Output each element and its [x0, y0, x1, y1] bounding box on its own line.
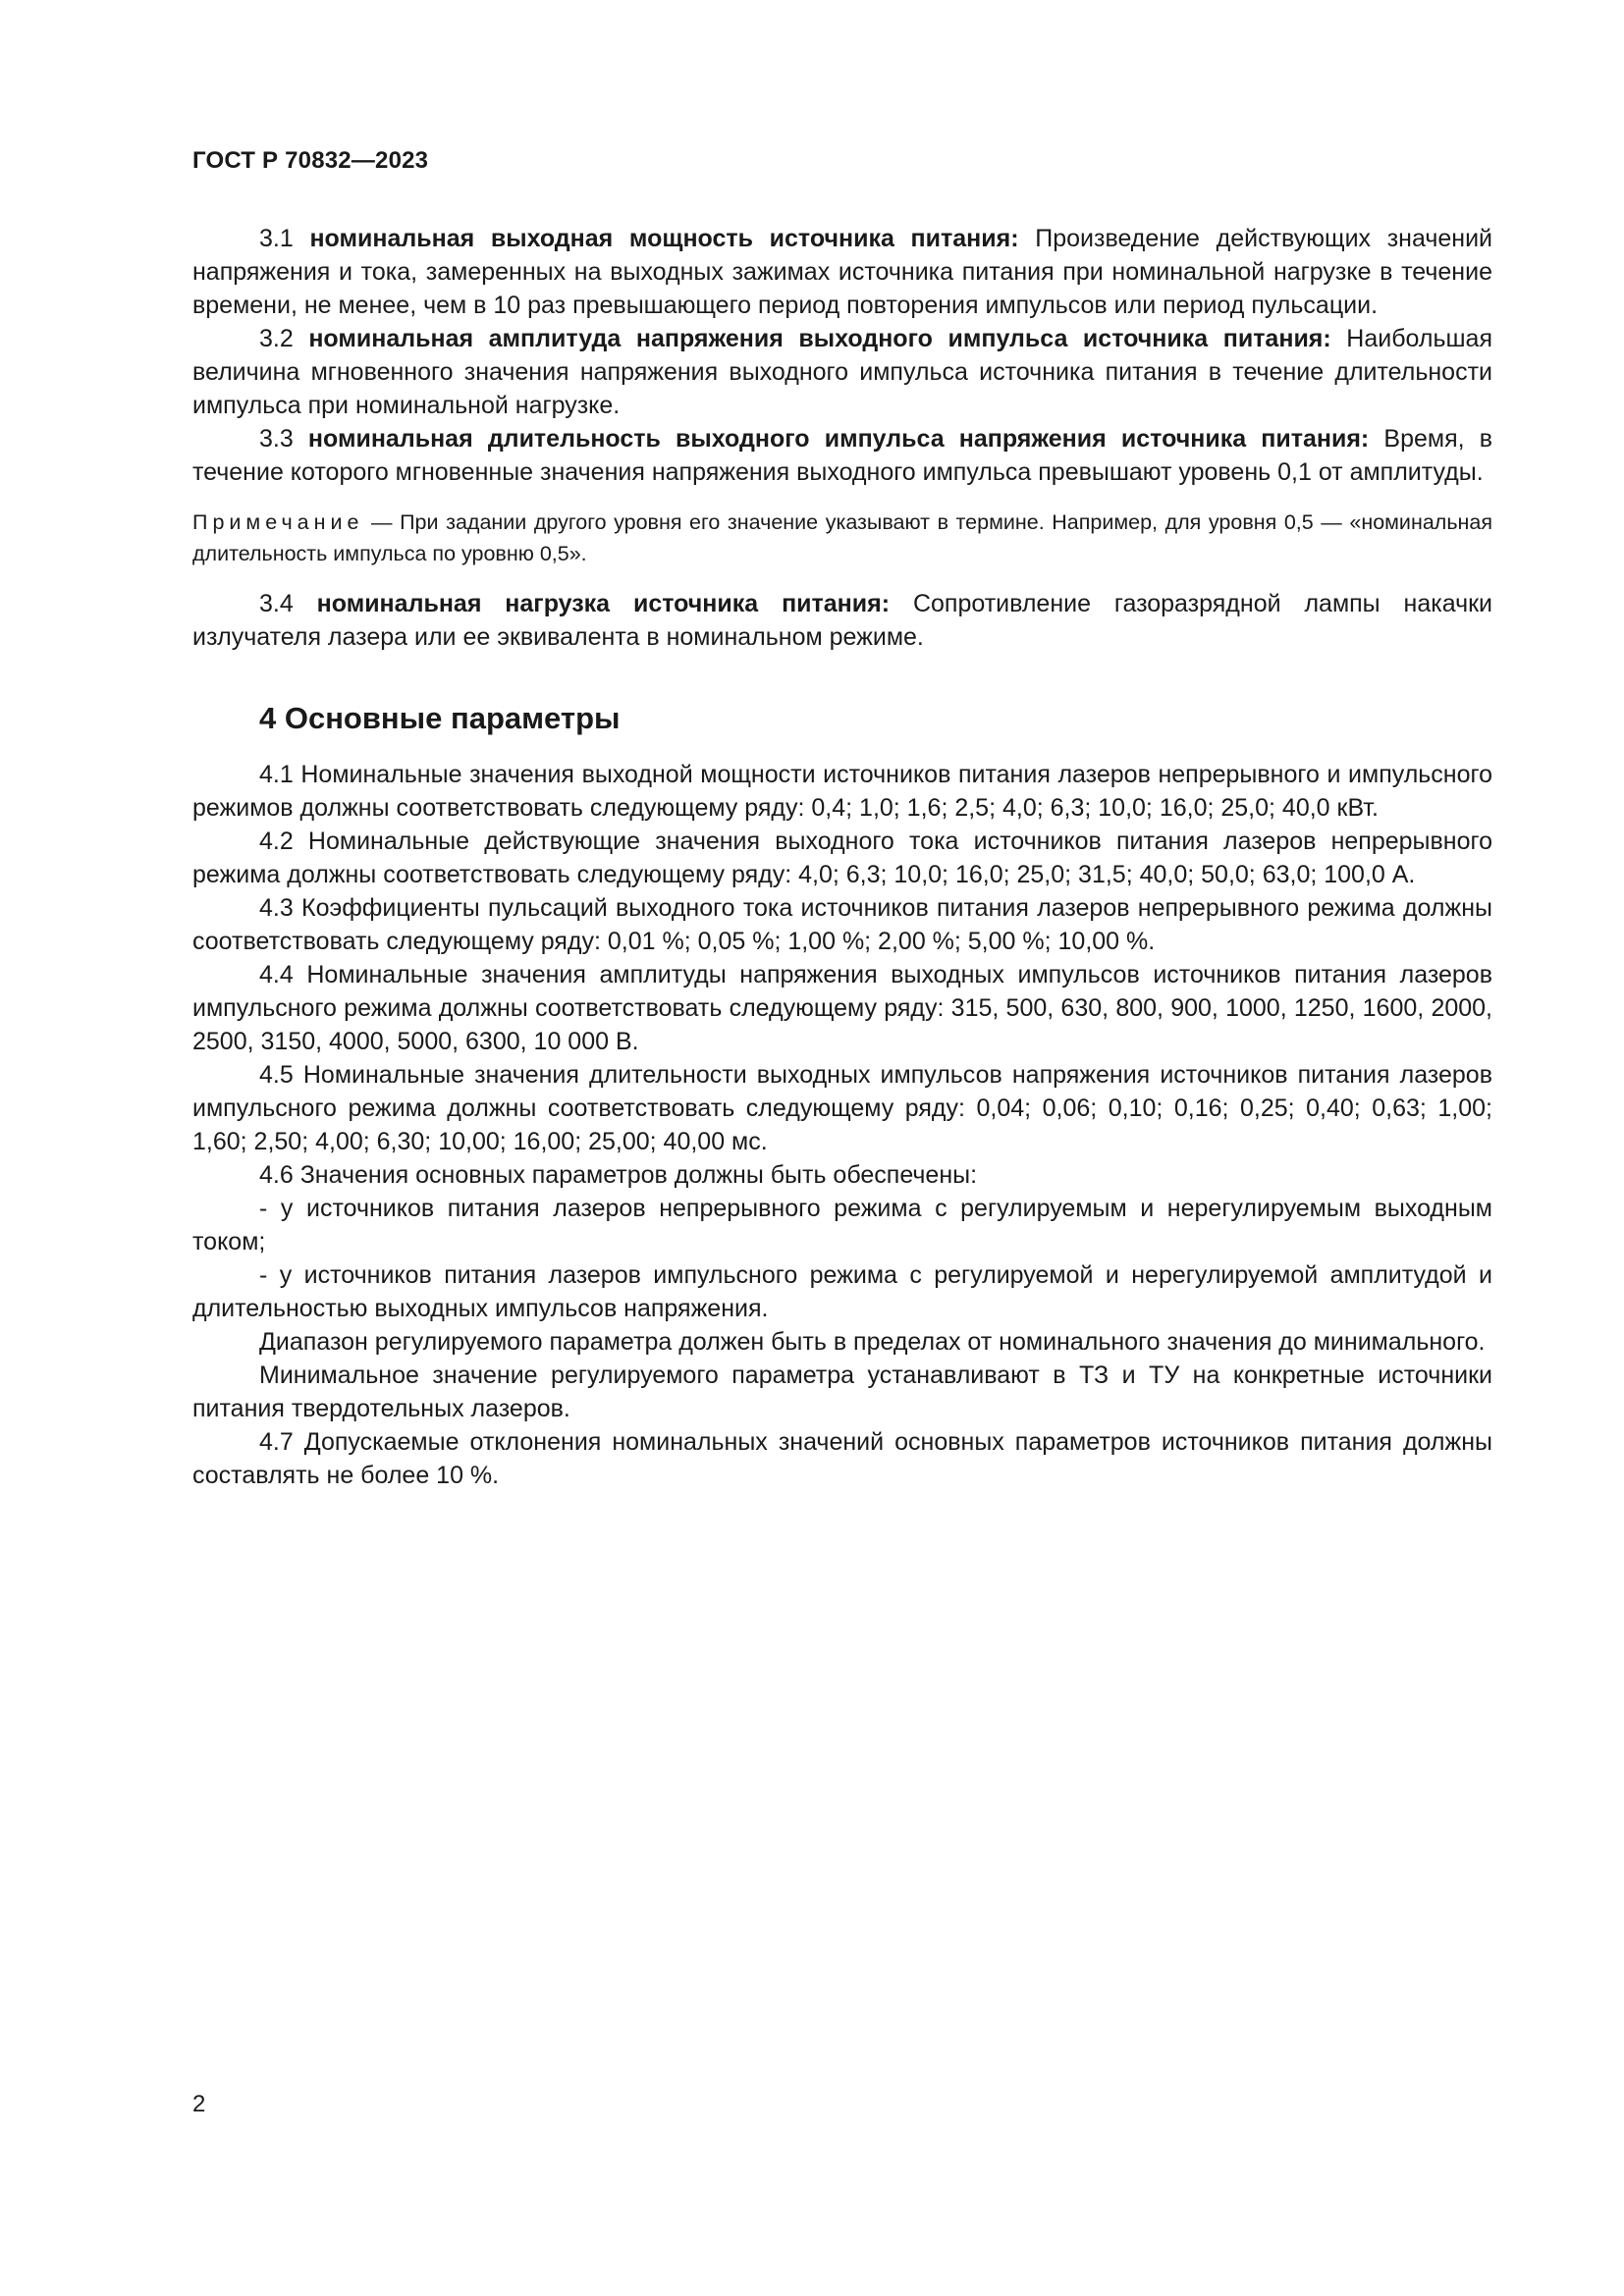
section-title: 4 Основные параметры: [259, 701, 621, 735]
paragraph-4-1: 4.1 Номинальные значения выходной мощности источников питания лазеров непрерывного и импульсного режимов должны соответствовать следующему ряду: 0,4; 1,0; 1,6; 2,5; 4,0; 6,3; 10,0; 16,0; 25,0; 40,0 кВт.: [192, 761, 1492, 822]
note-label: Примечание: [192, 510, 364, 534]
definition-term: номинальная амплитуда напряжения выходного импульса источника питания:: [308, 325, 1331, 352]
definition-text: Наибольшая величина мгновенного значения напряжения выходного импульса источника питания в течение длительности импульса при номинальной нагрузке.: [192, 325, 1492, 419]
definition-number: 3.2: [259, 325, 294, 352]
definition-term: номинальная длительность выходного импульса напряжения источника питания:: [307, 425, 1370, 453]
paragraph-range: Диапазон регулируемого параметра должен быть в пределах от номинального значения до минимального.: [259, 1328, 1486, 1356]
list-item: - у источников питания лазеров непрерывного режима с регулируемым и нерегулируемым выходным током;: [192, 1195, 1492, 1255]
note-text: — При задании другого уровня его значение указывают в термине. Например, для уровня 0,5 — «номинальная длительность импульса по уровню 0,5».: [192, 510, 1492, 565]
definition-text: Время, в течение которого мгновенные значения напряжения выходного импульса превышают уровень 0,1 от амплитуды.: [192, 425, 1493, 486]
definition-number: 3.1: [259, 225, 294, 252]
definition-3-2: [192, 322, 1492, 422]
paragraph-4-7: 4.7 Допускаемые отклонения номинальных значений основных параметров источников питания должны составлять не более 10 %.: [192, 1428, 1492, 1489]
definition-text: Произведение действующих значений напряжения и тока, замеренных на выходных зажимах источника питания при номинальной нагрузке в течение времени, не менее, чем в 10 раз превышающего период повторения импульсов или период пульсации.: [192, 225, 1492, 319]
definition-term: номинальная выходная мощность источника питания:: [309, 225, 1019, 252]
note: [192, 507, 1492, 569]
paragraph-4-2: 4.2 Номинальные действующие значения выходного тока источников питания лазеров непрерывного режима должны соответствовать следующему ряду: 4,0; 6,3; 10,0; 16,0; 25,0; 31,5; 40,0; 50,0; 63,0; 100,0 А.: [192, 828, 1492, 888]
definition-number: 3.4: [259, 590, 294, 617]
definition-number: 3.3: [259, 425, 294, 453]
page-content: [192, 222, 1492, 1492]
document-header: ГОСТ Р 70832—2023: [192, 147, 429, 174]
definition-3-3: [192, 422, 1492, 489]
page-number: 2: [192, 2091, 206, 2117]
paragraph-4-3: 4.3 Коэффициенты пульсаций выходного тока источников питания лазеров непрерывного режима должны соответствовать следующему ряду: 0,01 %; 0,05 %; 1,00 %; 2,00 %; 5,00 %; 10,00 %.: [192, 894, 1492, 955]
paragraph-minimum: Минимальное значение регулируемого параметра устанавливают в ТЗ и ТУ на конкретные источники питания твердотельных лазеров.: [192, 1362, 1492, 1422]
list-item: - у источников питания лазеров импульсного режима с регулируемой и нерегулируемой амплитудой и длительностью выходных импульсов напряжения.: [192, 1261, 1492, 1322]
definition-text: Сопротивление газоразрядной лампы накачки излучателя лазера или ее эквивалента в номинальном режиме.: [192, 590, 1492, 651]
paragraph-4-5: 4.5 Номинальные значения длительности выходных импульсов напряжения источников питания лазеров импульсного режима должны соответствовать следующему ряду: 0,04; 0,06; 0,10; 0,16; 0,25; 0,40; 0,63; 1,00; 1,60; 2,50; 4,00; 6,30; 10,00; 16,00; 25,00; 40,00 мс.: [192, 1061, 1492, 1155]
paragraph-4-6: 4.6 Значения основных параметров должны быть обеспечены:: [259, 1161, 978, 1189]
definition-3-1: [192, 222, 1492, 322]
paragraph-4-4: 4.4 Номинальные значения амплитуды напряжения выходных импульсов источников питания лазеров импульсного режима должны соответствовать следующему ряду: 315, 500, 630, 800, 900, 1000, 1250, 1600, 2000, 2500, 3150, 4000, 5000, 6300, 10 000 В.: [192, 961, 1492, 1055]
definition-term: номинальная нагрузка источника питания:: [316, 590, 891, 617]
definition-3-4: [192, 587, 1492, 654]
